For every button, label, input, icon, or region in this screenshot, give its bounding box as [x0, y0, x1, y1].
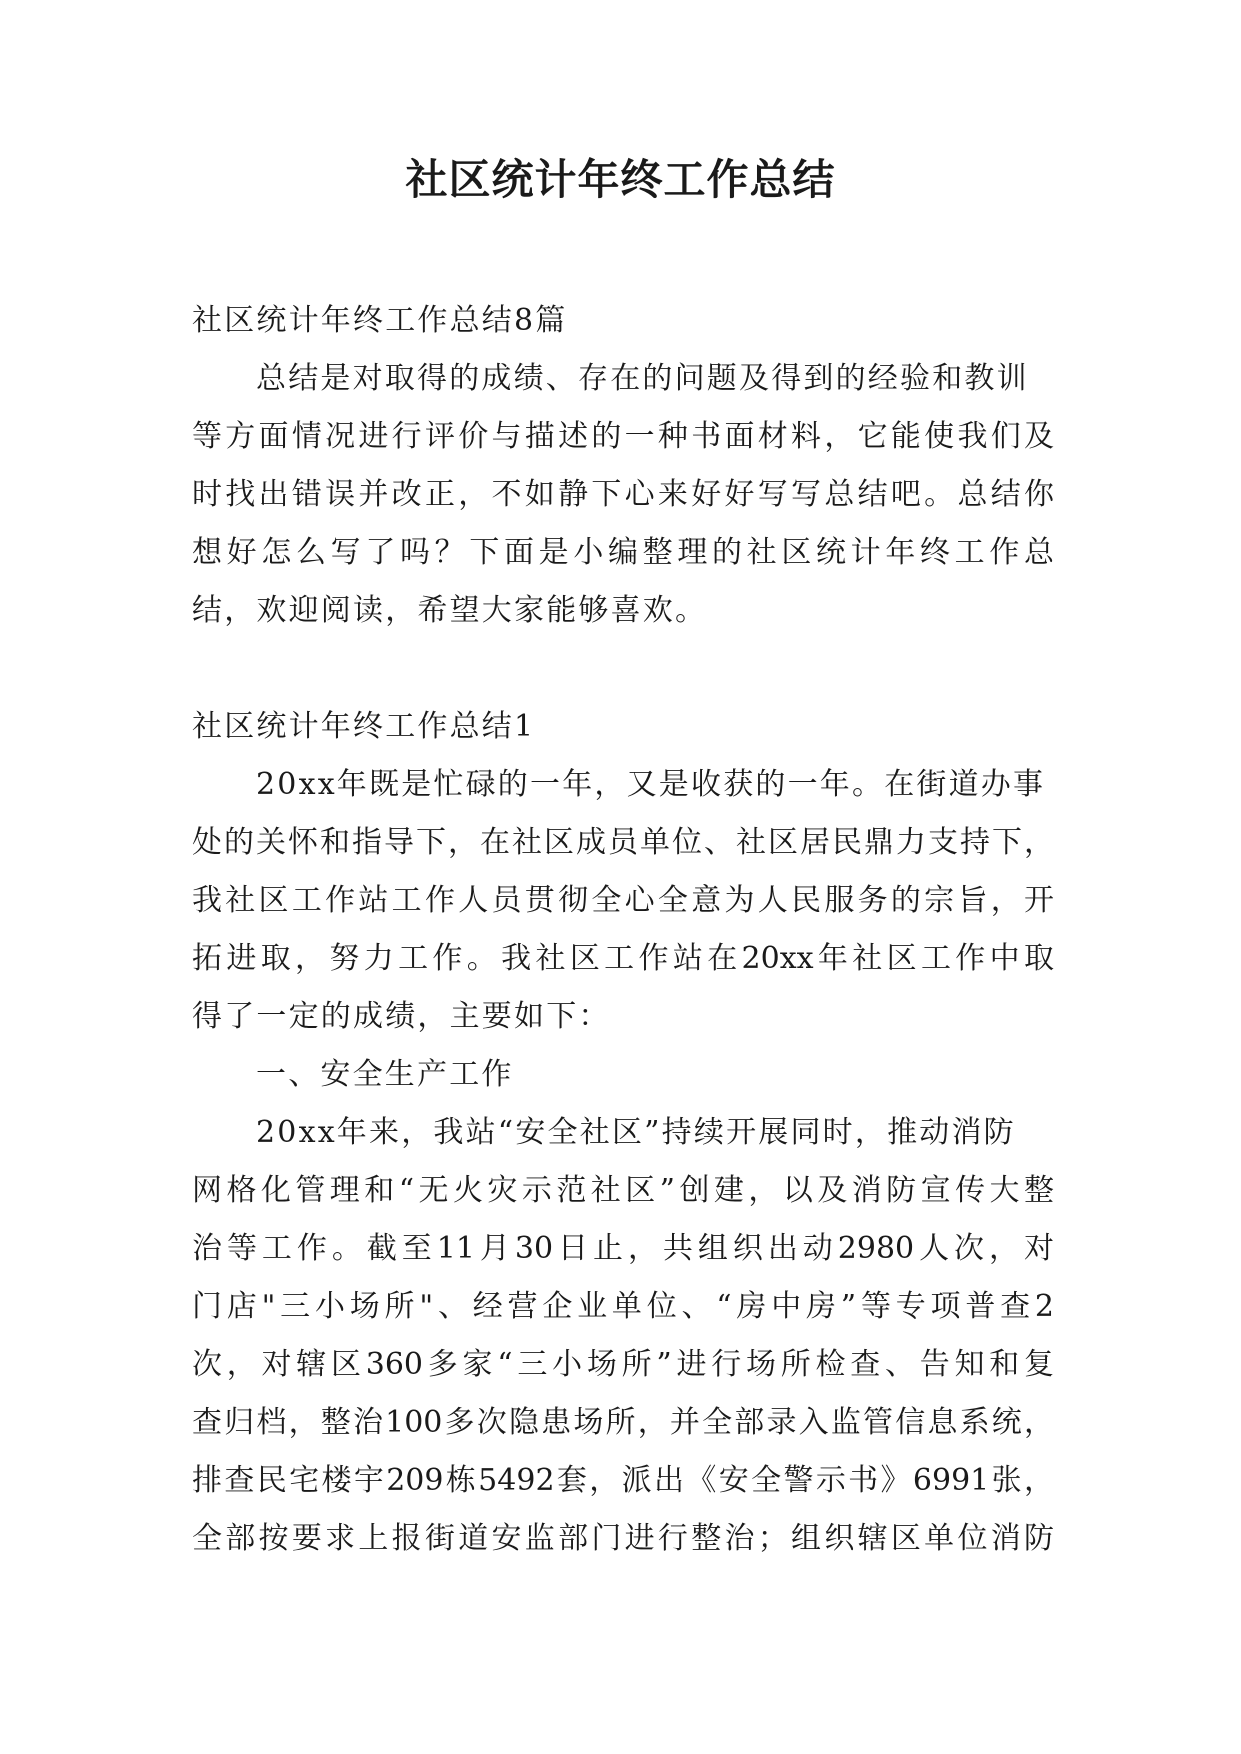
section-subheading: 一、安全生产工作: [256, 1057, 514, 1092]
paragraph-line: 门店"三小场所"、经营企业单位、“房中房”等专项普查2: [192, 1289, 1054, 1324]
paragraph-line: 20xx年既是忙碌的一年，又是收获的一年。在街道办事: [256, 767, 1046, 802]
document-body: [192, 292, 1054, 1568]
paragraph-line: 处的关怀和指导下，在社区成员单位、社区居民鼎力支持下，: [192, 825, 1054, 860]
paragraph-line: 结，欢迎阅读，希望大家能够喜欢。: [192, 593, 708, 628]
intro-paragraph: [192, 350, 1054, 640]
paragraph-line: 全部按要求上报街道安监部门进行整治；组织辖区单位消防: [192, 1521, 1054, 1556]
paragraph-line: 查归档，整治100多次隐患场所，并全部录入监管信息系统，: [192, 1405, 1054, 1440]
document-title: 社区统计年终工作总结: [405, 155, 836, 204]
paragraph-line: 时找出错误并改正，不如静下心来好好写写总结吧。总结你: [192, 477, 1054, 512]
paragraph-line: 排查民宅楼宇209栋5492套，派出《安全警示书》6991张，: [192, 1463, 1054, 1498]
paragraph-line: 想好怎么写了吗？下面是小编整理的社区统计年终工作总: [192, 535, 1054, 570]
paragraph-line: 总结是对取得的成绩、存在的问题及得到的经验和教训: [256, 361, 1029, 396]
paragraph-line: 等方面情况进行评价与描述的一种书面材料，它能使我们及: [192, 419, 1054, 454]
paragraph-line: 治等工作。截至11月30日止，共组织出动2980人次，对: [192, 1231, 1054, 1266]
paragraph-line: 我社区工作站工作人员贯彻全心全意为人民服务的宗旨，开: [192, 883, 1054, 918]
section1-paragraph-1: [192, 756, 1054, 1046]
paragraph-line: 得了一定的成绩，主要如下：: [192, 999, 611, 1034]
document-subtitle: 社区统计年终工作总结8篇: [192, 303, 568, 338]
paragraph-line: 拓进取，努力工作。我社区工作站在20xx年社区工作中取: [192, 941, 1054, 976]
section-heading: 社区统计年终工作总结1: [192, 709, 536, 744]
section-spacer: [192, 640, 1054, 698]
paragraph-line: 20xx年来，我站“安全社区”持续开展同时，推动消防: [256, 1115, 1016, 1150]
paragraph-line: 网格化管理和“无火灾示范社区”创建，以及消防宣传大整: [192, 1173, 1054, 1208]
paragraph-line: 次，对辖区360多家“三小场所”进行场所检查、告知和复: [192, 1347, 1054, 1382]
section1-paragraph-2: [192, 1104, 1054, 1568]
